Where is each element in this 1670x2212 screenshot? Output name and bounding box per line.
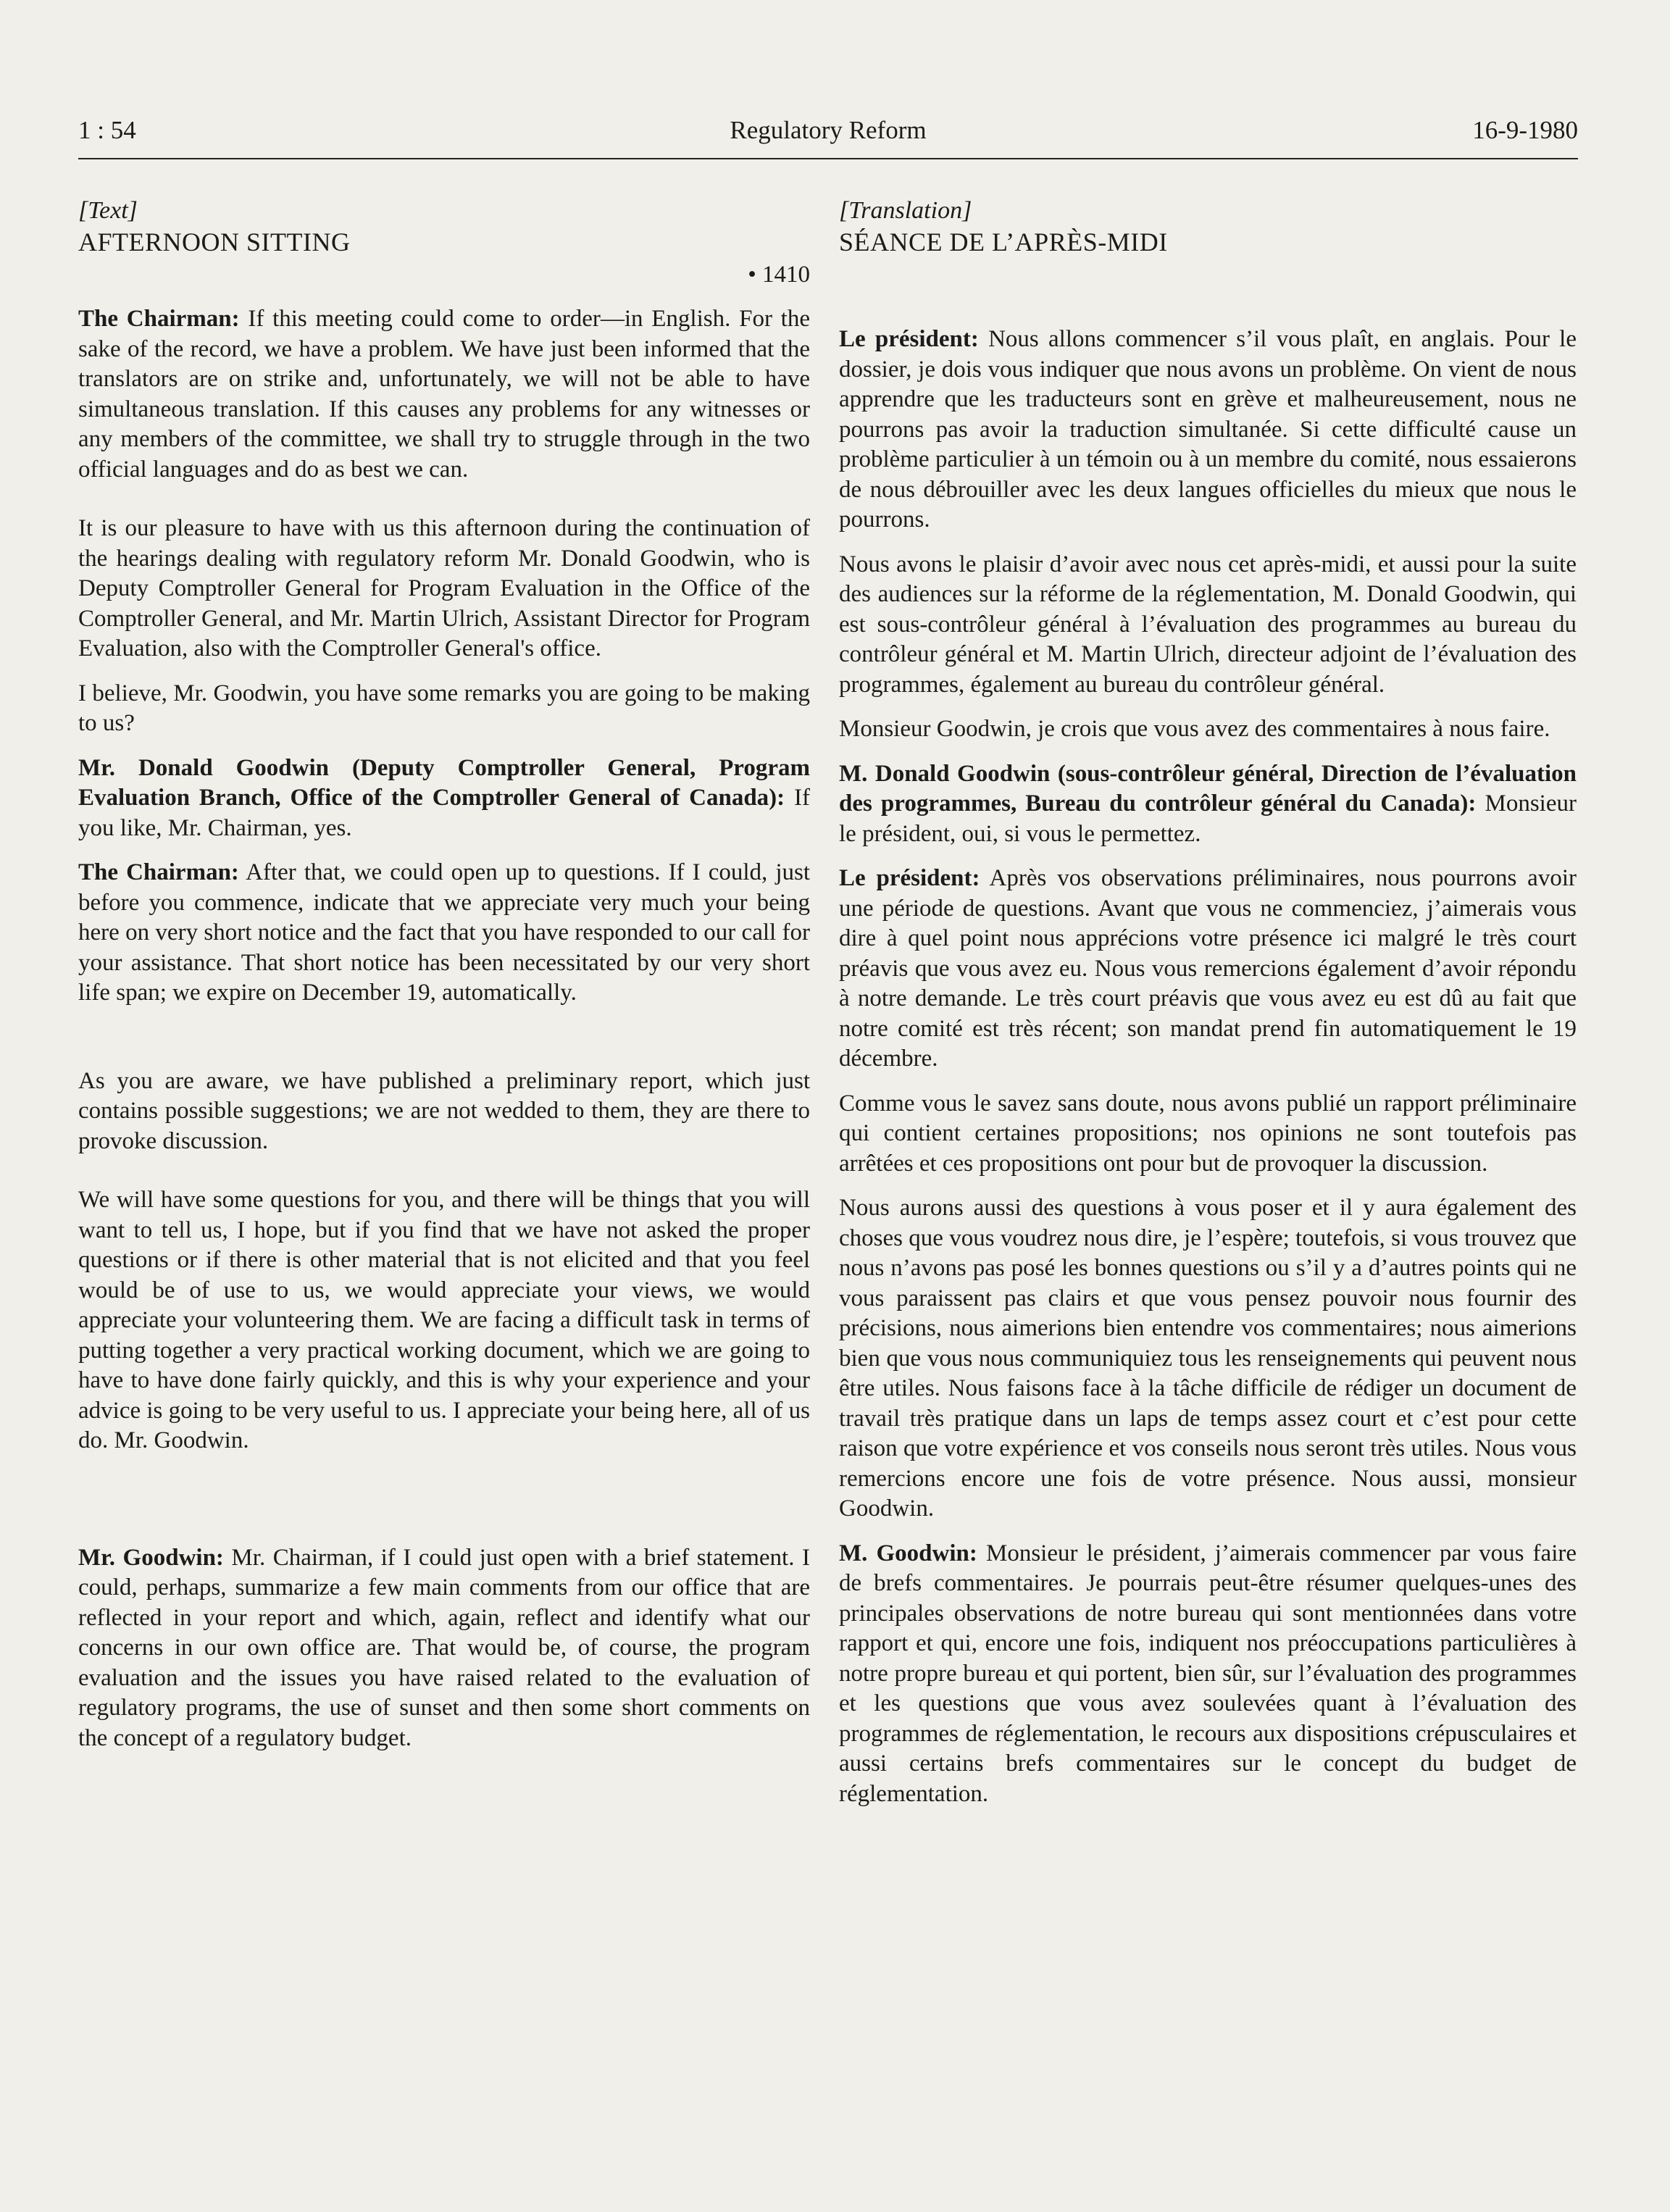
speaker-label: M. Donald Goodwin (sous-contrôleur général, Direction de l’évaluation des programmes, Bureau du contrôleur général du Canada): (839, 760, 1577, 817)
paragraph-text: Monsieur Goodwin, je crois que vous avez des commentaires à nous faire. (839, 716, 1550, 742)
paragraph-2 (78, 514, 810, 664)
paragraph-1 (839, 325, 1577, 535)
paragraph-4 (78, 754, 810, 844)
paragraph-7 (78, 1185, 810, 1456)
speaker-label: Le président: (839, 865, 980, 891)
paragraph-text: Monsieur le président, j’aimerais commencer par vous faire de brefs commentaires. Je pourrais peut-être résumer quelques-unes des principales observations de notre bureau qui sont mentionnées dans votre rapport et qui, encore une fois, indiquent nos préoccupations particulières à notre propre bureau et qui portent, bien sûr, sur l’évaluation des programmes et les questions que vous avez soulevées quant à l’évaluation des programmes de réglementation, le recours aux dispositions crépusculaires et aussi certains brefs commentaires sur le concept du budget de réglementation. (839, 1540, 1577, 1807)
paragraph-text: If this meeting could come to order—in English. For the sake of the record, we have a problem. We have just been informed that the translators are on strike and, unfortunately, we will not be able to have simultaneous translation. If this causes any problems for any witnesses or any members of the committee, we shall try to struggle through in the two official languages and do as best we can. (78, 306, 810, 483)
paragraph-5 (839, 864, 1577, 1074)
paragraph-8 (78, 1543, 810, 1754)
paragraph-text: Nous allons commencer s’il vous plaît, en anglais. Pour le dossier, je dois vous indiquer que nous avons un problème. On vient de nous apprendre que les traducteurs sont en grève et malheureusement, nous ne pourrons pas avoir la traduction simultanée. Si cette difficulté cause un problème particulier à un témoin ou à un membre du comité, nous essaierons de nous débrouiller avec les deux langues officielles du mieux que nous le pourrons. (839, 326, 1577, 533)
paragraph-text: As you are aware, we have published a preliminary report, which just contains possible suggestions; we are not wedded to them, they are there to provoke discussion. (78, 1067, 810, 1154)
speaker-label: The Chairman: (78, 859, 239, 885)
running-title: Regulatory Reform (730, 116, 927, 144)
paragraph-5 (78, 858, 810, 1009)
paragraph-6 (78, 1067, 810, 1157)
paragraph-2 (839, 550, 1577, 701)
page-header (78, 116, 1578, 152)
paragraph-8 (839, 1539, 1577, 1810)
paragraph-text: Monsieur le président, oui, si vous le permettez. (839, 790, 1577, 847)
sitting-title: AFTERNOON SITTING (78, 228, 351, 256)
paragraph-text: Après vos observations préliminaires, nous pourrons avoir une période de questions. Avant que vous ne commenciez, j’aimerais vous dire à quel point nous apprécions votre présence ici malgré le très court préavis que vous avez eu. Nous vous remercions également d’avoir répondu à notre demande. Le très court préavis que vous avez eu est dû au fait que notre comité est très récent; son mandat prend fin automatiquement le 19 décembre. (839, 865, 1577, 1072)
paragraph-3 (839, 714, 1577, 745)
paragraph-3 (78, 679, 810, 739)
paragraph-text: Nous avons le plaisir d’avoir avec nous cet après-midi, et aussi pour la suite des audiences sur la réforme de la réglementation, M. Donald Goodwin, qui est sous-contrôleur général à l’évaluation des programmes au bureau du contrôleur général et M. Martin Ulrich, directeur adjoint de l’évaluation des programmes, également au bureau du contrôleur général. (839, 551, 1577, 698)
page-number: 1 : 54 (78, 116, 136, 144)
paragraph-text: We will have some questions for you, and there will be things that you will want to tell us, I hope, but if you find that we have not asked the proper questions or if there is other material that is not elicited and that you feel would be of use to us, we would appreciate your views, we would appreciate your volunteering them. We are facing a difficult task in terms of putting together a very practical working document, which we are going to have to have done fairly quickly, and this is why your experience and your advice is going to be very useful to us. I appreciate your being here, all of us do. Mr. Goodwin. (78, 1187, 810, 1453)
speaker-label: Mr. Donald Goodwin (Deputy Comptroller General, Program Evaluation Branch, Office of the Comptroller General of Canada): (78, 754, 810, 811)
paragraph-text: Mr. Chairman, if I could just open with a brief statement. I could, perhaps, summarize a few main comments from our office that are reflected in your report and which, again, reflect and identify what our concerns in our own office are. That would be, of course, the program evaluation and the issues you have raised related to the evaluation of regulatory programs, the use of sunset and then some short comments on the concept of a regulatory budget. (78, 1544, 810, 1751)
speaker-label: Le président: (839, 326, 979, 352)
timecode: • 1410 (748, 262, 810, 288)
paragraph-7 (839, 1193, 1577, 1524)
paragraph-4 (839, 759, 1577, 850)
paragraph-6 (839, 1089, 1577, 1180)
speaker-label: The Chairman: (78, 306, 240, 332)
page-date: 16-9-1980 (1472, 116, 1578, 144)
sitting-title: SÉANCE DE L’APRÈS-MIDI (839, 228, 1168, 256)
paragraph-text: I believe, Mr. Goodwin, you have some remarks you are going to be making to us? (78, 680, 810, 736)
paragraph-text: Comme vous le savez sans doute, nous avons publié un rapport préliminaire qui contient certaines propositions; nos opinions ne sont toutefois pas arrêtées et ces propositions ont pour but de provoquer la discussion. (839, 1090, 1577, 1177)
header-rule (78, 158, 1578, 159)
speaker-label: Mr. Goodwin: (78, 1544, 224, 1571)
paragraph-text: If you like, Mr. Chairman, yes. (78, 785, 810, 841)
language-tag: [Translation] (839, 197, 972, 224)
paragraph-text: It is our pleasure to have with us this afternoon during the continuation of the hearings dealing with regulatory reform Mr. Donald Goodwin, who is Deputy Comptroller General for Program Evaluation in the Office of the Comptroller General, and Mr. Martin Ulrich, Assistant Director for Program Evaluation, also with the Comptroller General's office. (78, 515, 810, 661)
language-tag: [Text] (78, 197, 138, 224)
paragraph-1 (78, 304, 810, 485)
speaker-label: M. Goodwin: (839, 1540, 977, 1566)
paragraph-text: Nous aurons aussi des questions à vous poser et il y aura également des choses que vous voudrez nous dire, je l’espère; toutefois, si vous trouvez que nous n’avons pas posé les bonnes questions ou s’il y a d’autres points qui ne vous paraissent pas clairs et que vous pensez pouvoir nous fournir des précisions, nous aimerions bien entendre vos commentaires; nous aimerions bien que vous nous communiquiez tous les renseignements qui peuvent nous être utiles. Nous faisons face à la tâche difficile de rédiger un document de travail très pratique dans un laps de temps assez court et c’est pour cette raison que votre expérience et vos conseils nous seront très utiles. Nous vous remercions encore une fois de votre présence. Nous aussi, monsieur Goodwin. (839, 1195, 1577, 1522)
french-column (839, 196, 1577, 1809)
english-column (78, 196, 810, 1753)
paragraph-text: After that, we could open up to questions. If I could, just before you commence, indicate that we appreciate very much your being here on very short notice and the fact that you have responded to our call for your assistance. That short notice has been necessitated by our very short life span; we expire on December 19, automatically. (78, 859, 811, 1006)
